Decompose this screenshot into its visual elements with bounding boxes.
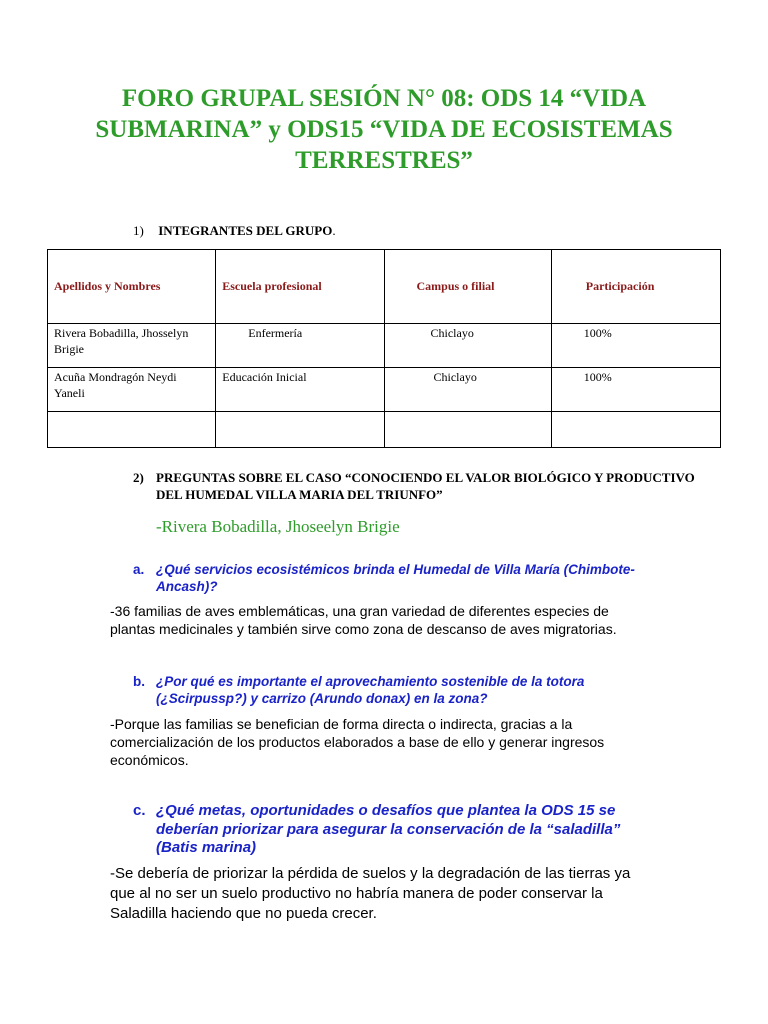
answer-b: -Porque las familias se benefician de forma directa o indirecta, gracias a la comercialización de los productos elaborados a base de ello y generar ingresos económicos.: [110, 716, 605, 768]
table-row: [48, 412, 721, 448]
section-2-number: 2): [133, 470, 144, 485]
section-1-heading: [133, 223, 336, 239]
question-text: ¿Qué metas, oportunidades o desafíos que plantea la ODS 15 se deberían priorizar para asegurar la conservación de la “saladilla” (Batis marina): [156, 802, 621, 856]
cell-school: Enfermería: [216, 324, 384, 368]
table-row: [48, 368, 721, 412]
answer-a: -36 familias de aves emblemáticas, una gran variedad de diferentes especies de plantas medicinales y también sirve como zona de descanso de aves migratorias.: [110, 603, 617, 637]
author-name: -Rivera Bobadilla, Jhoseelyn Brigie: [156, 517, 400, 536]
section-1-label: INTEGRANTES DEL GRUPO: [158, 223, 333, 238]
header-participation: Participación: [551, 250, 720, 324]
question-letter: b.: [133, 674, 145, 689]
cell-name: Rivera Bobadilla, Jhosselyn Brigie: [48, 324, 216, 368]
section-2-text: PREGUNTAS SOBRE EL CASO “CONOCIENDO EL VALOR BIOLÓGICO Y PRODUCTIVO DEL HUMEDAL VILLA MARIA DEL TRIUNFO”: [156, 470, 695, 502]
question-letter: a.: [133, 562, 145, 577]
cell-participation: 100%: [551, 324, 720, 368]
question-text: ¿Qué servicios ecosistémicos brinda el Humedal de Villa María (Chimbote-Ancash)?: [156, 562, 635, 594]
cell-participation: 100%: [551, 368, 720, 412]
table-header-row: [48, 250, 721, 324]
members-table: [47, 249, 721, 448]
cell-campus: Chiclayo: [384, 368, 551, 412]
question-text: ¿Por qué es importante el aprovechamiento sostenible de la totora (¿Scirpussp?) y carrizo (Arundo donax) en la zona?: [156, 674, 585, 706]
cell-campus: [384, 412, 551, 448]
header-names: Apellidos y Nombres: [48, 250, 216, 324]
cell-school: [216, 412, 384, 448]
table-row: [48, 324, 721, 368]
section-1-suffix: .: [332, 223, 336, 238]
header-campus: Campus o filial: [384, 250, 551, 324]
question-letter: c.: [133, 802, 146, 819]
cell-campus: Chiclayo: [384, 324, 551, 368]
section-1-number: 1): [133, 223, 144, 238]
cell-participation: [551, 412, 720, 448]
cell-name: [48, 412, 216, 448]
cell-school: Educación Inicial: [216, 368, 384, 412]
cell-name: Acuña Mondragón Neydi Yaneli: [48, 368, 216, 412]
header-school: Escuela profesional: [216, 250, 384, 324]
answer-c: -Se debería de priorizar la pérdida de suelos y la degradación de las tierras ya que al no ser un suelo productivo no habría manera de poder conservar la Saladilla haciendo que no pueda crecer.: [110, 865, 631, 922]
document-title: FORO GRUPAL SESIÓN N° 08: ODS 14 “VIDA SUBMARINA” y ODS15 “VIDA DE ECOSISTEMAS TERRESTRES”: [95, 85, 673, 174]
